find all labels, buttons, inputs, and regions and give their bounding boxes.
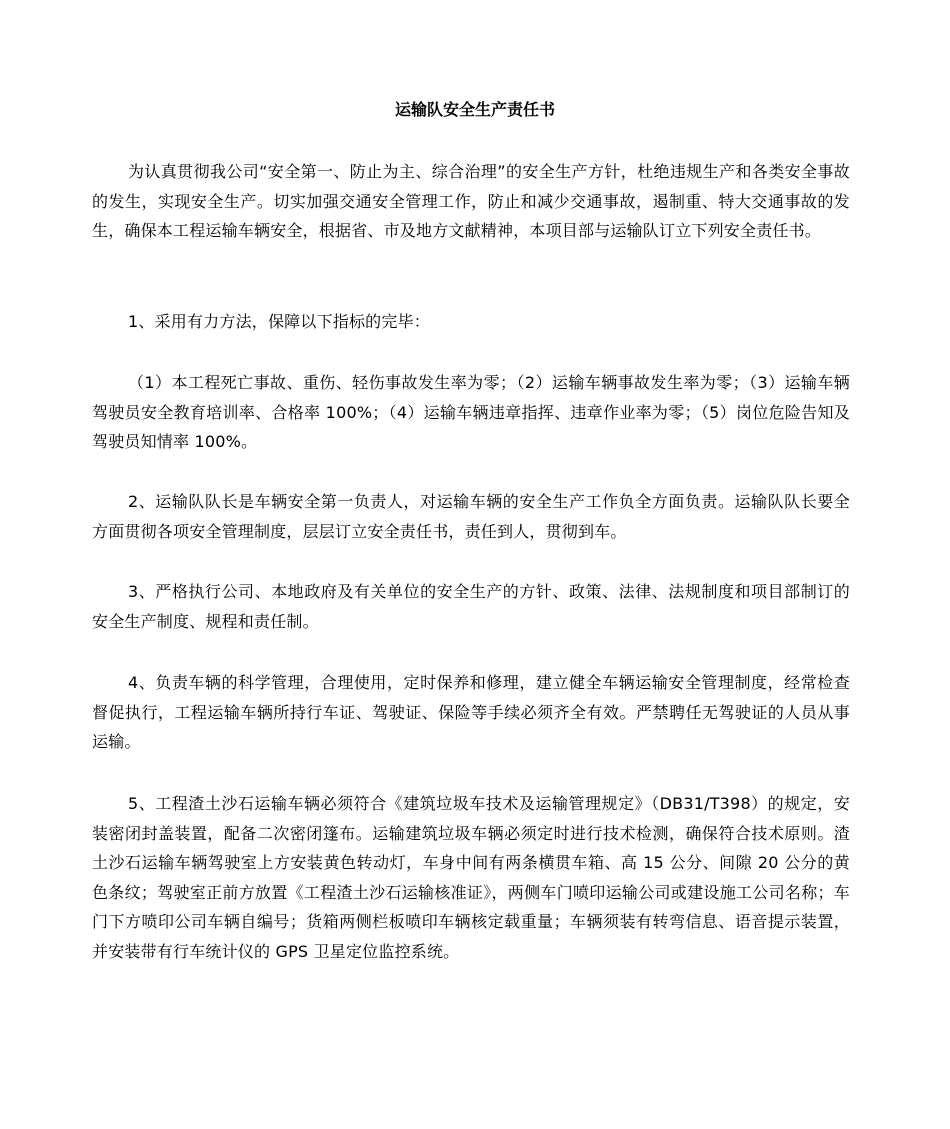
clause-3-paragraph: 3、严格执行公司、本地政府及有关单位的安全生产的方针、政策、法律、法规制度和项目部制订的安全生产制度、规程和责任制。 [92,582,850,631]
intro-paragraph: 为认真贯彻我公司“安全第一、防止为主、综合治理”的安全生产方针，杜绝违规生产和各类安全事故的发生，实现安全生产。切实加强交通安全管理工作，防止和减少交通事故，遏制重、特大交通事故的发生，确保本工程运输车辆安全，根据省、市及地方文献精神，本项目部与运输队订立下列安全责任书。 [92,162,850,240]
clause-1-paragraph: 1、采用有力方法，保障以下指标的完毕： [128,312,430,331]
clause-2-paragraph: 2、运输队队长是车辆安全第一负责人，对运输车辆的安全生产工作负全方面负责。运输队队长要全方面贯彻各项安全管理制度，层层订立安全责任书，责任到人，贯彻到车。 [92,492,850,541]
clause-5-paragraph: 5、工程渣土沙石运输车辆必须符合《建筑垃圾车技术及运输管理规定》（DB31/T398）的规定，安装密闭封盖装置，配备二次密闭篷布。运输建筑垃圾车辆必须定时进行技术检测，确保符合技术原则。渣土沙石运输车辆驾驶室上方安装黄色转动灯，车身中间有两条横贯车箱、高 15 公分、间隙 20 公分的黄色条纹；驾驶室正前方放置《工程渣土沙石运输核准证》，两侧车门喷印运输公司或建设施工公司名称；车门下方喷印公司车辆自编号；货箱两侧栏板喷印车辆核定载重量；车辆须装有转弯信息、语音提示装置，并安装带有行车统计仪的 GPS 卫星定位监控系统。 [92,794,850,961]
document-title: 运输队安全生产责任书 [394,100,555,119]
clause-1-targets-paragraph: （1）本工程死亡事故、重伤、轻伤事故发生率为零；（2）运输车辆事故发生率为零；（3）运输车辆驾驶员安全教育培训率、合格率 100%；（4）运输车辆违章指挥、违章作业率为零；（5）岗位危险告知及驾驶员知情率 100%。 [92,373,850,451]
clause-4-paragraph: 4、负责车辆的科学管理，合理使用，定时保养和修理，建立健全车辆运输安全管理制度，经常检查督促执行，工程运输车辆所持行车证、驾驶证、保险等手续必须齐全有效。严禁聘任无驾驶证的人员从事运输。 [92,673,850,751]
